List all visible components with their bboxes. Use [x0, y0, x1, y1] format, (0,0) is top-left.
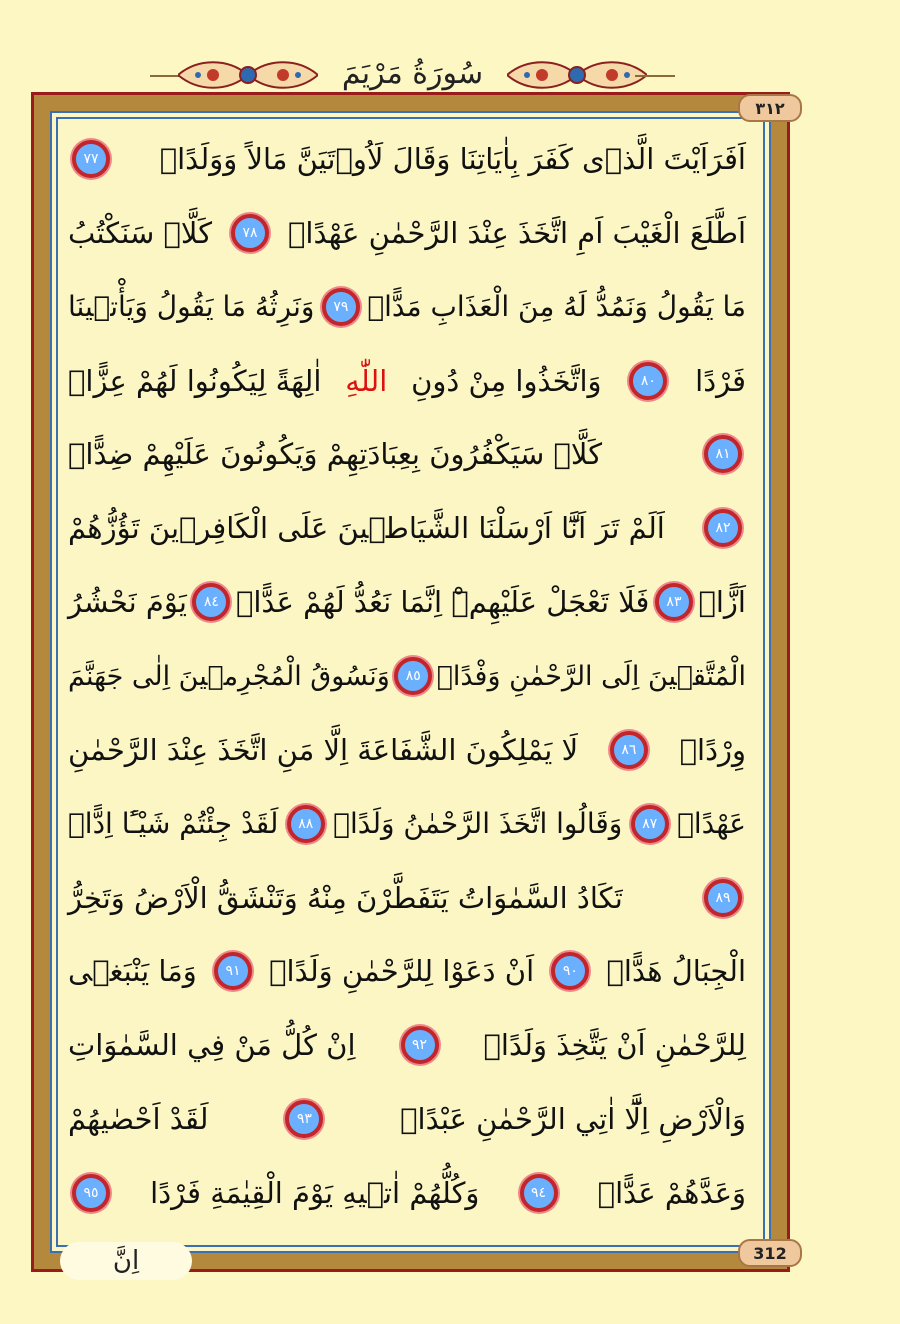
text-line [68, 129, 746, 189]
page-number-top: ٣١٢ [738, 94, 802, 122]
page-number-bottom: 312 [738, 1239, 802, 1267]
catchword: اِنَّ [60, 1242, 192, 1280]
ayah-number-marker: ٨٤ [192, 583, 230, 621]
text-line [68, 1163, 746, 1223]
verse-text: لَقَدْ جِئْتُمْ شَيْـًٔا اِدًّاۙ [68, 807, 279, 841]
text-line [68, 646, 746, 706]
verse-text: اَطَّلَعَ الْغَيْبَ اَمِ اتَّخَذَ عِنْدَ الرَّحْمٰنِ عَهْدًاۙ [288, 215, 746, 250]
verse-text: وَاتَّخَذُوا مِنْ دُونِ [411, 363, 602, 398]
surah-title: سُورَةُ مَرْيَمَ [341, 56, 484, 91]
verse-text: وَنَرِثُهُ مَا يَقُولُ وَيَأْت۪ينَا [68, 290, 315, 324]
ayah-number-marker: ٨٧ [631, 805, 669, 843]
verse-text: اَلَمْ تَرَ اَنَّٓا اَرْسَلْنَا الشَّيَاط۪ينَ عَلَى الْكَافِر۪ينَ تَؤُزُّهُمْ [68, 511, 665, 546]
verse-text: اِنْ كُلُّ مَنْ فِي السَّمٰوَاتِ [68, 1028, 356, 1063]
verse-text: الْمُتَّق۪ينَ اِلَى الرَّحْمٰنِ وَفْدًاۙ [436, 660, 746, 692]
divine-name: اللّٰهِ [345, 363, 388, 398]
verse-text: كَلَّاۜ سَنَكْتُبُ [68, 215, 213, 250]
verse-text: تَكَادُ السَّمٰوَاتُ يَتَفَطَّرْنَ مِنْهُ وَتَنْشَقُّ الْاَرْضُ وَتَخِرُّ [68, 880, 623, 915]
ayah-number-marker: ٨٢ [704, 509, 742, 547]
verse-text: وِرْدًاۢ [679, 732, 746, 767]
ayah-number-marker: ٩٣ [285, 1100, 323, 1138]
ayah-number-marker: ٨٣ [655, 583, 693, 621]
text-line [68, 868, 746, 928]
ayah-number-marker: ٨٦ [610, 731, 648, 769]
verse-text: لَا يَمْلِكُونَ الشَّفَاعَةَ اِلَّا مَنِ اتَّخَذَ عِنْدَ الرَّحْمٰنِ [68, 732, 579, 767]
text-line [68, 351, 746, 411]
ayah-number-marker: ٧٧ [72, 140, 110, 178]
ornament-left-icon [178, 58, 318, 92]
ayah-number-marker: ٩٥ [72, 1174, 110, 1212]
text-line [68, 203, 746, 263]
ayah-number-marker: ٧٨ [231, 214, 269, 252]
ayah-number-marker: ٨٠ [629, 362, 667, 400]
text-line [68, 277, 746, 337]
text-line [68, 941, 746, 1001]
ayah-number-marker: ٩٠ [551, 952, 589, 990]
text-line [68, 794, 746, 854]
verse-text: لَقَدْ اَحْصٰيهُمْ [68, 1102, 209, 1137]
ayah-number-marker: ٨١ [704, 435, 742, 473]
verse-text: وَكُلُّهُمْ اٰت۪يهِ يَوْمَ الْقِيٰمَةِ فَرْدًا [150, 1176, 480, 1211]
verse-text: وَمَا يَنْبَغ۪ى [68, 954, 197, 989]
verse-text: لِلرَّحْمٰنِ اَنْ يَتَّخِذَ وَلَدًاۜ [483, 1028, 746, 1063]
text-line [68, 498, 746, 558]
verse-text: فَلَا تَعْجَلْ عَلَيْهِمْۜ اِنَّمَا نَعُدُّ لَهُمْ عَدًّاۚ [235, 585, 650, 620]
verse-text: اَزًّاۙ [698, 585, 746, 620]
ayah-number-marker: ٨٨ [287, 805, 325, 843]
ayah-number-marker: ٨٩ [704, 879, 742, 917]
text-line [68, 720, 746, 780]
verse-text: وَقَالُوا اتَّخَذَ الرَّحْمٰنُ وَلَدًاۜ [333, 807, 623, 841]
verse-text: مَا يَقُولُ وَنَمُدُّ لَهُ مِنَ الْعَذَابِ مَدًّاۙ [367, 290, 746, 324]
verse-text: اٰلِهَةً لِيَكُونُوا لَهُمْ عِزًّاۙ [68, 363, 322, 398]
verse-text: عَهْدًاۢ [677, 807, 746, 841]
verse-text: وَنَسُوقُ الْمُجْرِم۪ينَ اِلٰى جَهَنَّمَ [68, 660, 390, 692]
ornament-right-icon [507, 58, 647, 92]
verse-text: وَعَدَّهُمْ عَدًّاۜ [597, 1176, 746, 1211]
verse-text: يَوْمَ نَحْشُرُ [68, 585, 187, 620]
verse-text: كَلَّاۜ سَيَكْفُرُونَ بِعِبَادَتِهِمْ وَيَكُونُونَ عَلَيْهِمْ ضِدًّاۚ [68, 437, 602, 472]
text-line [68, 572, 746, 632]
ayah-number-marker: ٩٤ [520, 1174, 558, 1212]
ayah-number-marker: ٧٩ [322, 288, 360, 326]
verse-text: اَفَرَاَيْتَ الَّذ۪ى كَفَرَ بِاٰيَاتِنَا وَقَالَ لَاُو۫تَيَنَّ مَالاً وَوَلَدًاۜ [159, 141, 746, 176]
quran-text [68, 122, 746, 1230]
ayah-number-marker: ٨٥ [394, 657, 432, 695]
header-rule-right [635, 75, 675, 77]
verse-text: الْجِبَالُ هَدًّاۙ [606, 954, 746, 989]
text-line [68, 1015, 746, 1075]
ayah-number-marker: ٩١ [214, 952, 252, 990]
verse-text: اَنْ دَعَوْا لِلرَّحْمٰنِ وَلَدًاۚ [269, 954, 535, 989]
verse-text: فَرْدًا [695, 363, 746, 398]
verse-text: وَالْاَرْضِ اِلَّٓا اٰتِي الرَّحْمٰنِ عَبْدًاۜ [400, 1102, 746, 1137]
text-line [68, 424, 746, 484]
ayah-number-marker: ٩٢ [401, 1026, 439, 1064]
text-line [68, 1089, 746, 1149]
